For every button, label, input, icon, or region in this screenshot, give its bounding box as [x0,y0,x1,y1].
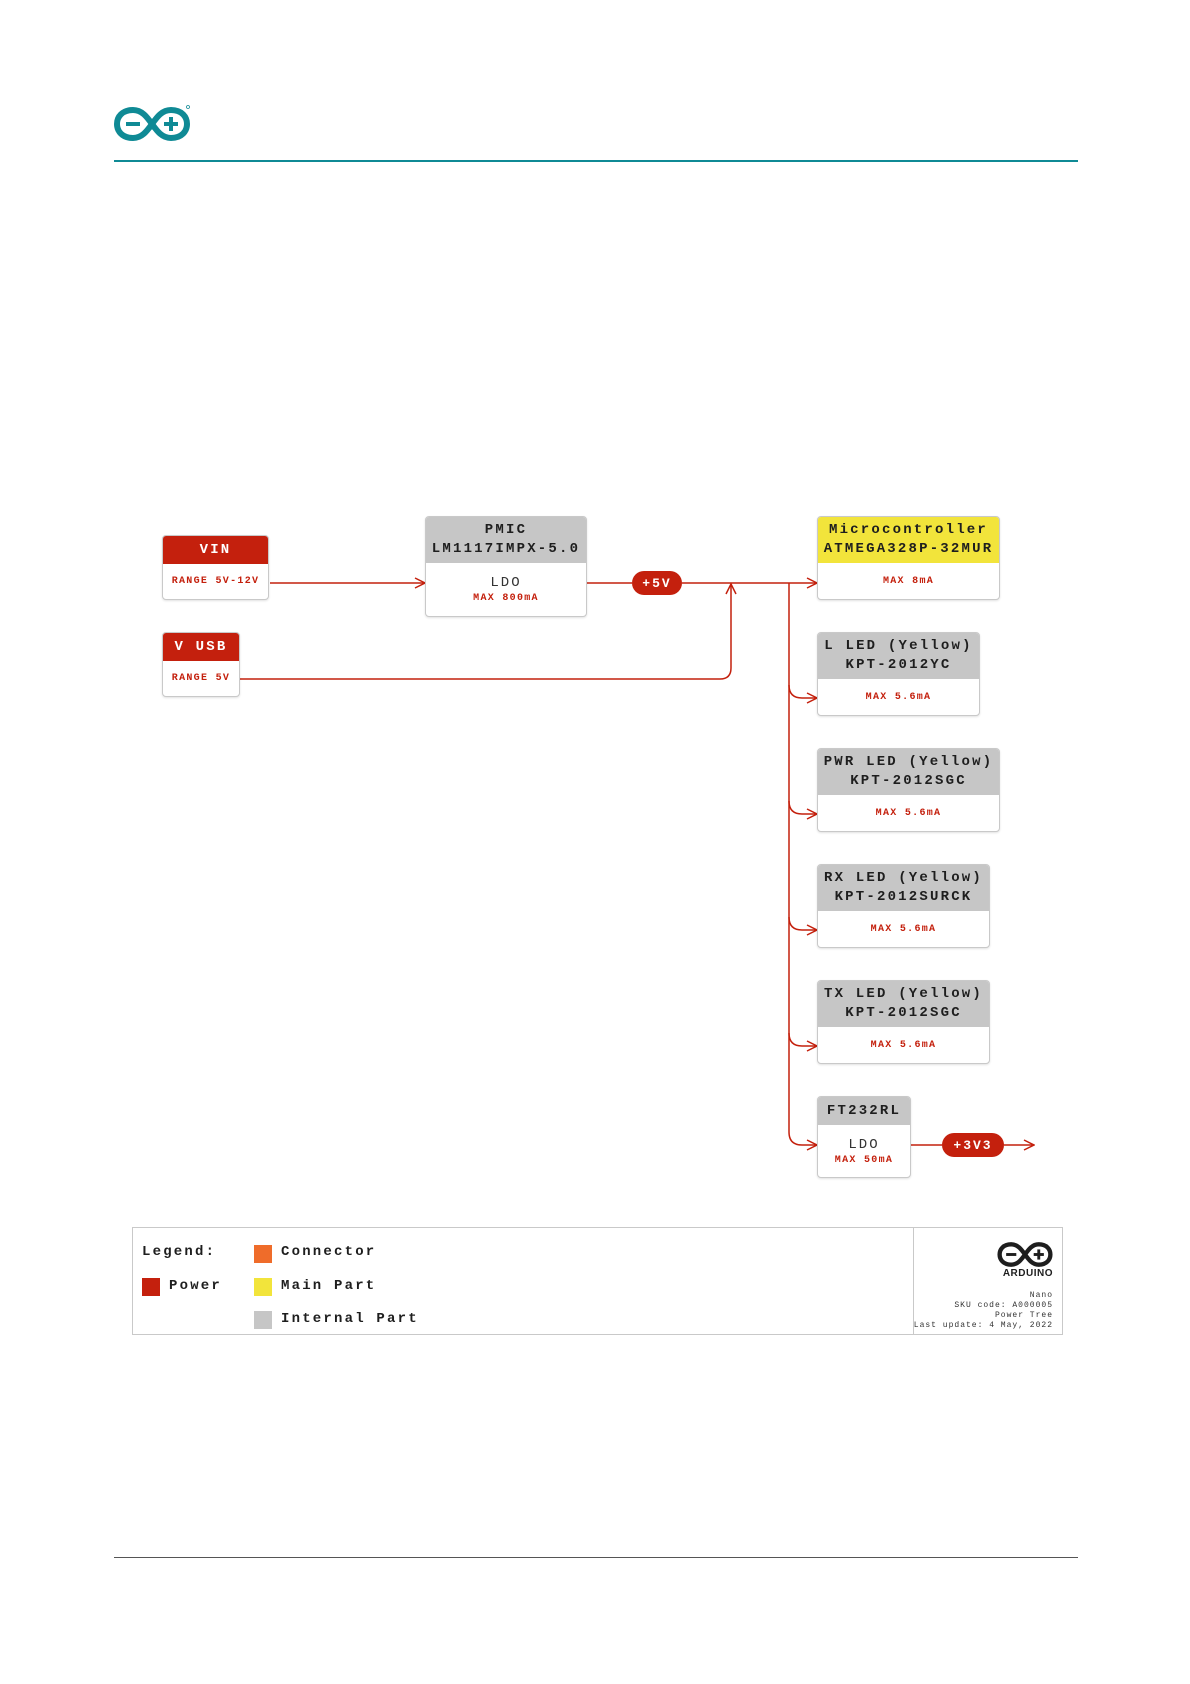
legend-label-internal-part: Internal Part [281,1311,419,1327]
wire-bus-to-rx-led [789,917,817,930]
pmic-type: LDO [490,575,522,591]
rail-3v3-label: +3V3 [942,1133,1004,1157]
pmic-title: PMIC [484,522,528,538]
legend-swatch-power [142,1278,160,1296]
ft232-type: LDO [848,1136,880,1153]
vin-range: RANGE 5V-12V [171,576,260,587]
tx-led-box [817,980,990,1064]
vusb-title: V USB [163,633,239,661]
legend-swatch-internal-part [254,1311,272,1329]
rail-5v-label: +5V [632,571,682,595]
ft232-title: FT232RL [818,1097,910,1125]
vin-connector-box [162,535,269,600]
stamp-sku: SKU code: A000005 [954,1301,1053,1310]
legend-title: Legend: [142,1244,217,1260]
pwr-led-max: MAX 5.6mA [875,807,942,819]
footer-divider [114,1557,1078,1558]
l-led-box [817,632,980,716]
tx-led-title: TX LED (Yellow) [823,986,984,1002]
pwr-led-box [817,748,1000,832]
legend-divider [913,1227,914,1335]
pwr-led-title: PWR LED (Yellow) [823,754,994,770]
vin-title: VIN [163,536,268,564]
l-led-part: KPT-2012YC [845,657,952,673]
mcu-title: Microcontroller [828,522,989,538]
tx-led-max: MAX 5.6mA [870,1039,937,1051]
rx-led-part: KPT-2012SURCK [834,889,973,905]
legend-swatch-main-part [254,1278,272,1296]
legend-label-power: Power [169,1278,223,1294]
stamp-brand: ARDUINO [1002,1268,1053,1279]
l-led-max: MAX 5.6mA [865,691,932,703]
ft232-box [817,1096,911,1178]
wire-bus-to-pwr-led [789,801,817,814]
wire-bus-to-ft232 [789,1132,817,1145]
l-led-title: L LED (Yellow) [824,638,973,654]
legend-label-main-part: Main Part [281,1278,377,1294]
tx-led-part: KPT-2012SGC [845,1005,962,1021]
wire-bus-to-tx-led [789,1033,817,1046]
rx-led-box [817,864,990,948]
stamp-product: Nano [1029,1291,1053,1300]
mcu-max: MAX 8mA [882,575,935,587]
pmic-max: MAX 800mA [473,593,539,604]
stamp-doc: Power Tree [994,1311,1053,1320]
stamp-updated: Last update: 4 May, 2022 [913,1321,1053,1330]
pmic-box [425,516,587,617]
pwr-led-part: KPT-2012SGC [850,773,967,789]
ft232-max: MAX 50mA [834,1154,894,1166]
vusb-range: RANGE 5V [171,673,231,684]
arduino-stamp-logo-icon [997,1240,1053,1269]
legend-swatch-connector [254,1245,272,1263]
mcu-box [817,516,1000,600]
rx-led-title: RX LED (Yellow) [823,870,984,886]
legend-label-connector: Connector [281,1244,377,1260]
pmic-part: LM1117IMPX-5.0 [431,541,581,557]
wire-bus-to-l-led [789,685,817,698]
mcu-part: ATMEGA328P-32MUR [823,541,994,557]
vusb-connector-box [162,632,240,697]
rx-led-max: MAX 5.6mA [870,923,937,935]
